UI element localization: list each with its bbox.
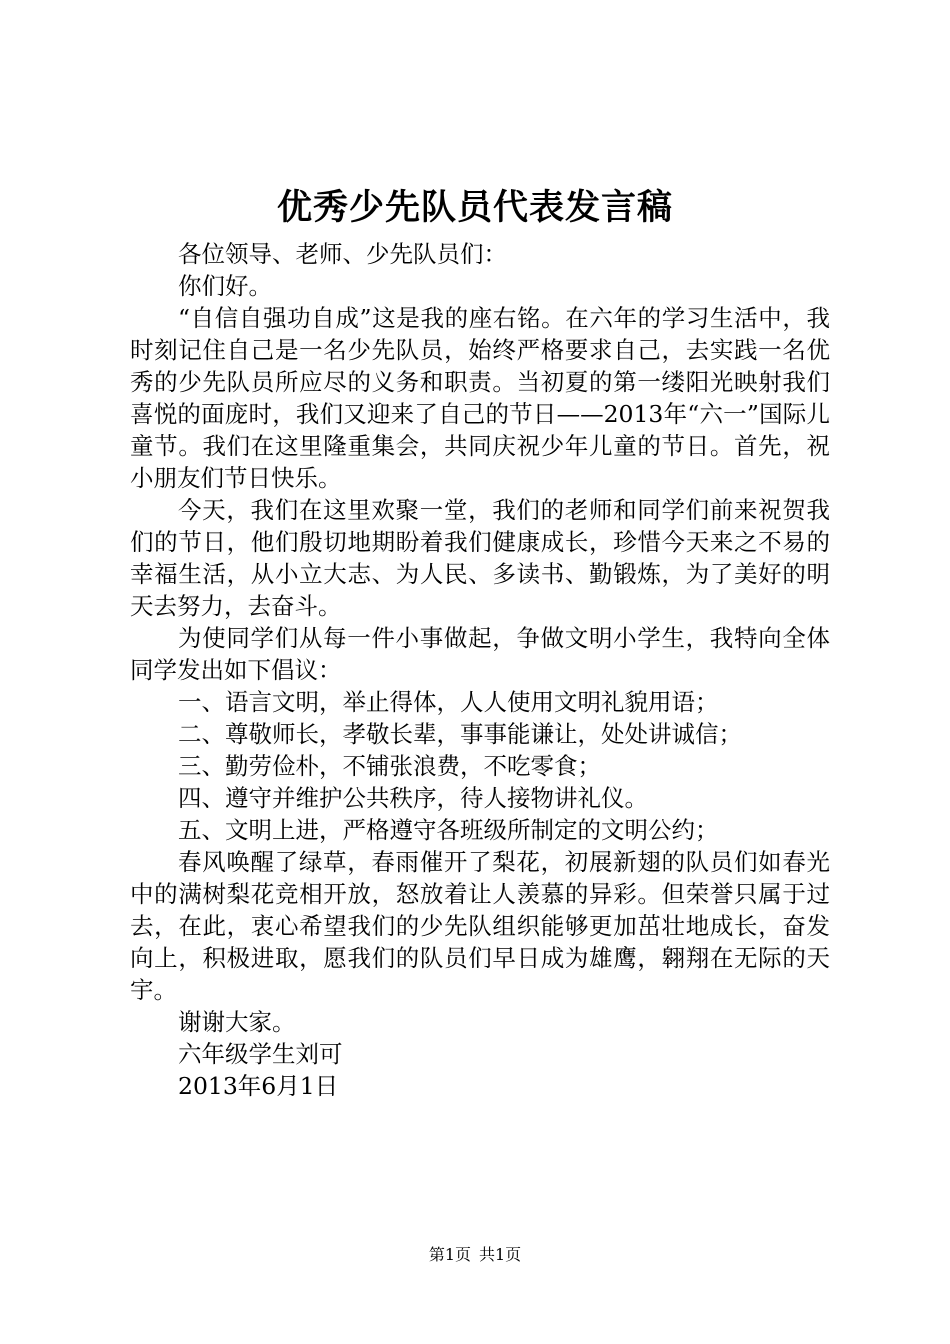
proposal-item: 四、遵守并维护公共秩序，待人接物讲礼仪。 [178, 784, 648, 812]
salutation: 各位领导、老师、少先队员们： [178, 240, 507, 268]
page-total: 共1页 [479, 1245, 522, 1264]
signature-date: 2013年6月1日 [178, 1072, 339, 1100]
closing-thanks: 谢谢大家。 [178, 1008, 296, 1036]
body-paragraph: 为使同学们从每一件小事做起，争做文明小学生，我特向全体同学发出如下倡议： [130, 624, 830, 684]
proposal-item: 二、尊敬师长，孝敬长辈，事事能谦让，处处讲诚信； [178, 720, 742, 748]
proposal-item: 五、文明上进，严格遵守各班级所制定的文明公约； [178, 816, 719, 844]
body-paragraph: 今天，我们在这里欢聚一堂，我们的老师和同学们前来祝贺我们的节日，他们殷切地期盼着我们健康成长，珍惜今天来之不易的幸福生活，从小立大志、为人民、多读书、勤锻炼，为了美好的明天去努力，去奋斗。 [130, 496, 830, 620]
page-footer [0, 1244, 950, 1266]
proposal-item: 三、勤劳俭朴，不铺张浪费，不吃零食； [178, 752, 601, 780]
signature-name: 六年级学生刘可 [178, 1040, 343, 1068]
body-paragraph: 春风唤醒了绿草，春雨催开了梨花，初展新翅的队员们如春光中的满树梨花竞相开放，怒放着让人羡慕的异彩。但荣誉只属于过去，在此，衷心希望我们的少先队组织能够更加茁壮地成长，奋发向上，积极进取，愿我们的队员们早日成为雄鹰，翱翔在无际的天宇。 [130, 848, 830, 1004]
page-number: 第1页 [428, 1245, 471, 1264]
body-paragraph: “自信自强功自成”这是我的座右铭。在六年的学习生活中，我时刻记住自己是一名少先队员，始终严格要求自己，去实践一名优秀的少先队员所应尽的义务和职责。当初夏的第一缕阳光映射我们喜悦的面庞时，我们又迎来了自己的节日——2013年“六一”国际儿童节。我们在这里隆重集会，共同庆祝少年儿童的节日。首先，祝小朋友们节日快乐。 [130, 304, 830, 492]
document-title: 优秀少先队员代表发言稿 [276, 187, 673, 228]
proposal-item: 一、语言文明，举止得体，人人使用文明礼貌用语； [178, 688, 719, 716]
greeting: 你们好。 [178, 272, 272, 300]
document-body [130, 238, 830, 1102]
